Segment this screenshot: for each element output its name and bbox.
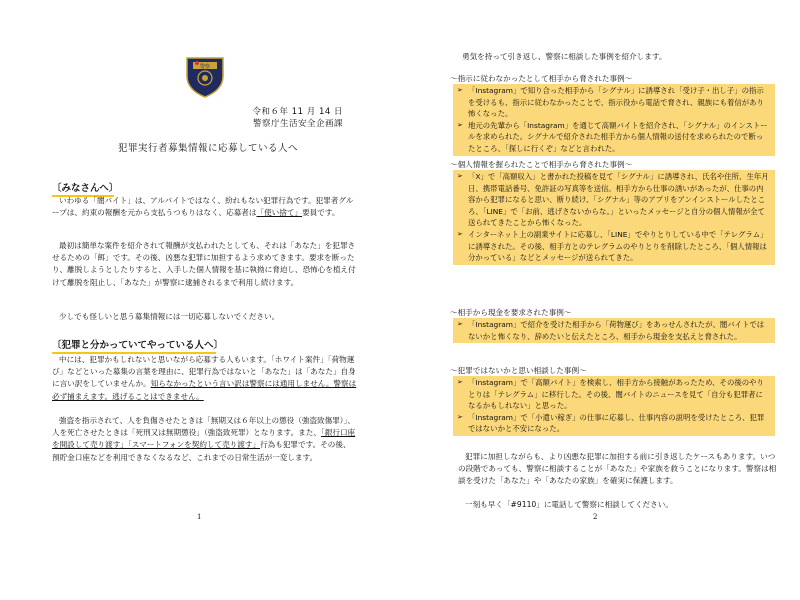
arrow-icon: ➢ xyxy=(457,172,463,180)
section-heading-knowing-crime: 〔犯罪と分かっていてやっている人へ〕 xyxy=(52,337,216,354)
closing-paragraph: 犯罪に加担しながらも、より凶悪な犯罪に加担する前に引き返したケースもあります。いつの段階であっても、警察に相談することが「あなた」や家族を救うことになります。警察は相談を受けた「あなた」や「あなたの家族」を確実に保護します。 xyxy=(458,452,777,486)
paragraph-text: 行為も犯罪です。その後、預貯金口座などを利用できなくなるなど、これまでの日常生活が一変します。 xyxy=(52,440,351,462)
case-item-text: 「Instagram」で知り合った相手から「シグナル」に誘導され「受け子・出し子」の指示を受けるも、指示に従わなかったことで、指示役から電話で脅され、親族にも着信があり怖くなった。 xyxy=(468,86,764,119)
underlined-text: 知らなかったという言い訳は警察には通用しません。警察は必ず捕まえます。逃げることはできません。 xyxy=(52,379,357,401)
section-heading-to-everyone: 〔みなさんへ〕 xyxy=(52,180,114,197)
case-item-text: 「Instagram」で紹介を受けた相手から「荷物運び」をあっせんされたが、闇バイトではないかと怖くなり、辞めたいと伝えたところ、相手から現金を支払えと脅された。 xyxy=(468,320,765,341)
case-item xyxy=(453,319,775,342)
police-badge-icon xyxy=(183,52,227,98)
paragraph-text: 要員です。 xyxy=(302,208,340,218)
intro-text: 勇気を持って引き返し、警察に相談した事例を紹介します。 xyxy=(462,52,667,61)
paragraph-text: 強盗を指示されて、人を負傷させたときは「無期又は６年以上の懲役（強盗致傷罪）」、人を死亡させたときは「死刑又は無期懲役」（強盗致死罪）となります。また、 xyxy=(52,416,355,438)
paragraph-warning: 少しでも怪しいと思う募集情報には一切応募しないでください。 xyxy=(59,312,280,321)
case-item xyxy=(453,377,775,412)
case-title-personal-info: ～個人情報を握られたことで相手から脅された事例～ xyxy=(450,160,633,169)
paragraph-text: 中には、犯罪かもしれないと思いながら応募する人もいます。「ホワイト案件」「荷物運び」などといった募集の言葉を理由に、犯罪行為ではないと「あなた」は「あなた」自身に言い訳をしていませんか。 xyxy=(52,355,356,389)
case-item xyxy=(453,171,775,229)
case-item-text: 「Instagram」で「高額バイト」を検索し、相手方から接触があったため、その後のやりとりは「テレグラム」に移行した。その後、闇バイトのニュースを見て「自分も犯罪者になるかもしれない」と思った。 xyxy=(468,378,764,411)
arrow-icon: ➢ xyxy=(457,86,463,94)
issuing-organization: 警察庁生活安全企画課 xyxy=(252,119,343,129)
case-box-1 xyxy=(453,84,775,156)
page-number: 1 xyxy=(197,513,202,521)
case-item xyxy=(453,85,775,120)
underlined-text: 「使い捨て」 xyxy=(256,208,303,218)
case-title-threatened-disobey: ～指示に従わなかったとして相手から脅された事例～ xyxy=(450,74,633,83)
case-title-consulted: ～犯罪ではないかと思い相談した事例～ xyxy=(450,366,587,375)
arrow-icon: ➢ xyxy=(457,320,463,328)
case-item-text: インターネット上の副業サイトに応募し、「LINE」でやりとりしている中で「テレグラム」に誘導された。その後、相手方とのテレグラムのやりとりを削除したところ、「個人情報は分かっている」などとメッセージが送られてきた。 xyxy=(468,229,768,263)
badge-label: 警察 xyxy=(199,64,211,70)
page-number: 2 xyxy=(593,513,598,521)
underlined-text: 「銀行口座を開設して売り渡す」「スマートフォンを契約して売り渡す」 xyxy=(52,428,356,450)
case-item xyxy=(453,120,775,155)
page-2 xyxy=(400,0,800,600)
paragraph-bait: 最初は簡単な案件を紹介されて報酬が支払われたとしても、それは「あなた」を犯罪させるための「餌」です。その後、凶悪な犯罪に加担するよう求めてきます。要求を断ったり、離脱しようとしたりすると、入手した個人情報を基に執拗に脅迫し、恐怖心を植え付けて離脱を阻止し、「あなた」が警察に逮捕されるまで利用し続けます。 xyxy=(52,241,356,287)
case-item-text: 地元の先輩から「Instagram」を通じて高額バイトを紹介され、「シグナル」のインストールを求められた。シグナルで紹介された相手方から個人情報の送付を求められたので断ったところ、「探しに行くぞ」などと言われた。 xyxy=(468,120,768,153)
arrow-icon: ➢ xyxy=(457,229,463,238)
paragraph-definition xyxy=(52,195,357,219)
case-item-text: 「Instagram」で「小遣い稼ぎ」の仕事に応募し、仕事内容の説明を受けたところ、犯罪ではないかと不安になった。 xyxy=(468,412,765,434)
arrow-icon: ➢ xyxy=(457,120,463,129)
arrow-icon: ➢ xyxy=(457,412,463,421)
case-box-2 xyxy=(453,170,775,265)
case-title-cash-demand: ～相手から現金を要求された事例～ xyxy=(450,308,572,317)
paragraph-text: 犯罪者グループは、約束の報酬を元から支払うつもりはなく、応募者は xyxy=(52,196,354,218)
case-item xyxy=(453,412,775,435)
paragraph-penalties xyxy=(52,415,357,464)
arrow-icon: ➢ xyxy=(457,378,463,386)
document-title: 犯罪実行者募集情報に応募している人へ xyxy=(118,143,299,154)
paragraph-text: いわゆる「闇バイト」は、アルバイトではなく、紛れもない犯罪行為です。 xyxy=(59,196,316,205)
case-box-3 xyxy=(453,318,775,343)
case-item-text: 「X」で「高額収入」と書かれた投稿を見て「シグナル」に誘導され、氏名や住所、生年月日、携帯電話番号、免許証の写真等を送信。相手方から仕事の誘いがあったが、仕事の内容から犯罪になると思い、断り続け、「シグナル」等のアプリをアンインストールしたところ、「LINE」で「お前、逃げさないからな。」といったメッセージと自分の個人情報が全て送られてきたことから怖くなった。 xyxy=(468,172,769,228)
paragraph-excuses xyxy=(52,354,357,403)
document-date: 令和６年 11 月 14 日 xyxy=(252,107,343,117)
call-to-action: 一刻も早く「#9110」に電話して警察に相談してください。 xyxy=(465,500,673,509)
case-item xyxy=(453,229,775,264)
case-box-4 xyxy=(453,376,775,436)
